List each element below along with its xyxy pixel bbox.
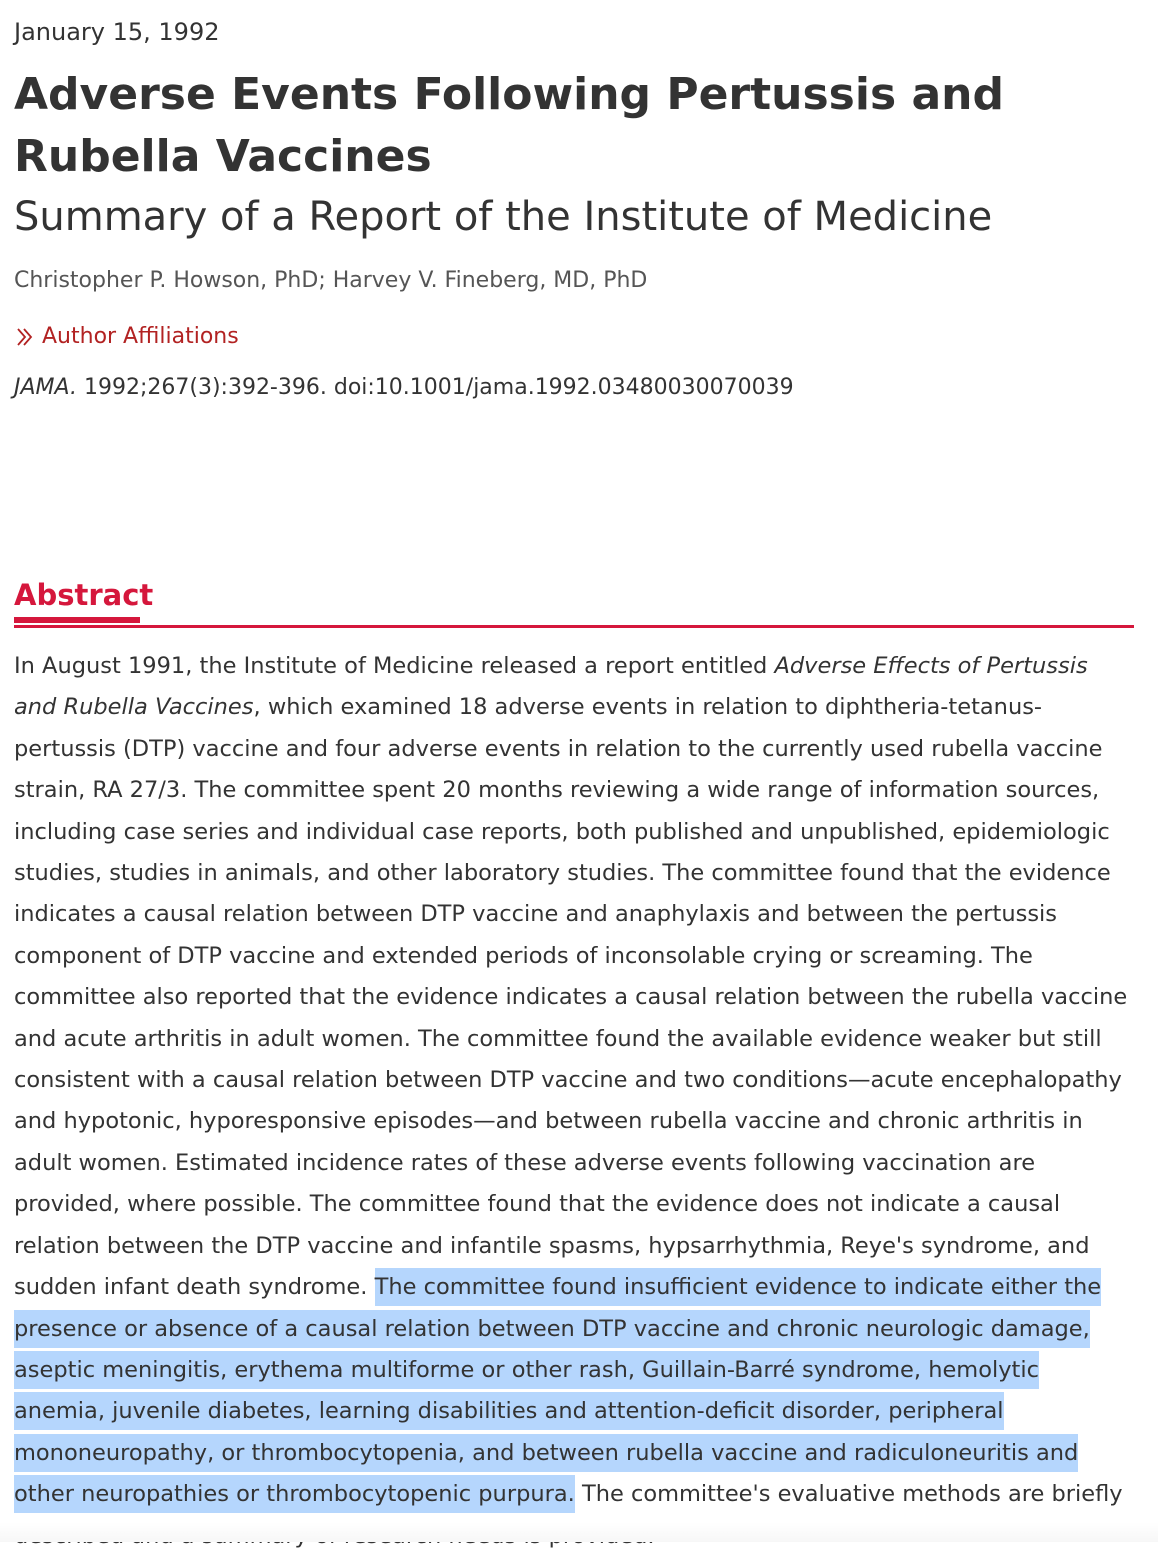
citation-details: 1992;267(3):392-396. doi:10.1001/jama.1992.03480030070039 [76,375,794,400]
abstract-text-part-3: The committee's evaluative methods are briefly [581,1481,1123,1508]
author-affiliations-link[interactable] [14,321,239,353]
bottom-fade [0,1522,1158,1542]
abstract-divider [14,625,1134,628]
publication-date: January 15, 1992 [14,18,220,46]
author-affiliations-label: Author Affiliations [42,324,239,349]
abstract-text [14,646,1130,1557]
author-list: Christopher P. Howson, PhD; Harvey V. Fineberg, MD, PhD [14,268,648,293]
abstract-heading: Abstract [14,578,154,612]
double-chevron-right-icon [14,326,36,348]
citation [14,372,794,404]
abstract-text-part-1: In August 1991, the Institute of Medicine released a report entitled [14,653,775,679]
article-title: Adverse Events Following Pertussis and Rubella Vaccines [14,69,1004,182]
abstract-report-title: Adverse Effects of Pertussis and Rubella Vaccines [14,653,1088,721]
citation-journal: JAMA. [14,375,77,400]
article-subtitle: Summary of a Report of the Institute of Medicine [14,194,993,240]
abstract-selected-text: The committee found insufficient evidence to indicate either the presence or absence of a causal relation between DTP vaccine and chronic neurologic damage, aseptic meningitis, erythema multiforme or other rash, Guillain-Barré syndrome, hemolytic anemia, juvenile diabetes, learning disabilities and attention-deficit disorder, peripheral mononeuropathy, or thrombocytopenia, and between rubella vaccine and radiculoneuritis and other neuropathies or thrombocytopenic purpura. [14,1268,1101,1513]
abstract-text-part-2: , which examined 18 adverse events in relation to diphtheria-tetanus-pertussis (DTP) vaccine and four adverse events in relation to the currently used rubella vaccine strain, RA 27/3. The committee spent 20 months reviewing a wide range of information sources, including case series and individual case reports, both published and unpublished, epidemiologic studies, studies in animals, and other laboratory studies. The committee found that the evidence indicates a causal relation between DTP vaccine and anaphylaxis and between the pertussis component of DTP vaccine and extended periods of inconsolable crying or screaming. The committee also reported that the evidence indicates a causal relation between the rubella vaccine and acute arthritis in adult women. The committee found the available evidence weaker but still consistent with a causal relation between DTP vaccine and two conditions—acute encephalopathy and hypotonic, hyporesponsive episodes—and between rubella vaccine and chronic arthritis in adult women. Estimated incidence rates of these adverse events following vaccination are provided, where possible. The committee found that the evidence does not indicate a causal relation between the DTP vaccine and infantile spasms, hypsarrhythmia, Reye's syndrome, and sudden infant death syndrome. [14,694,1128,1301]
abstract-tab-underline [14,617,140,623]
